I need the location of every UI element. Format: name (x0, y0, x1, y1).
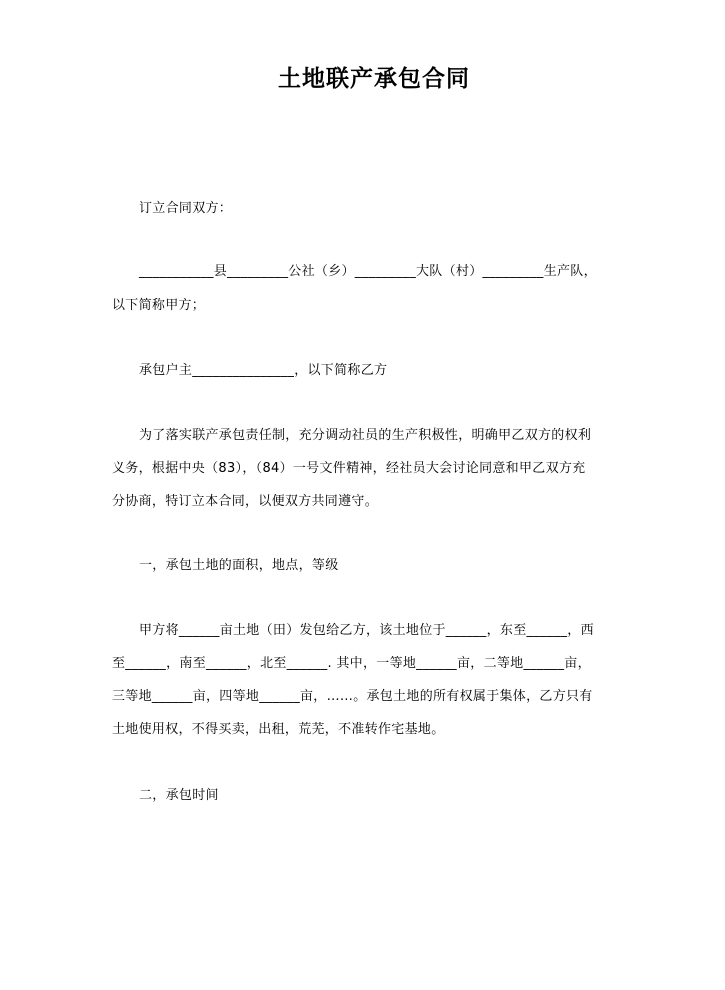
section-1-line-2: 至______，南至______，北至______. 其中，一等地______亩，二等地______亩， (112, 656, 591, 671)
preamble-line-1: 为了落实联产承包责任制，充分调动社员的生产积极性，明确甲乙双方的权利 (139, 428, 592, 443)
section-1-line-3: 三等地______亩，四等地______亩，……。承包土地的所有权属于集体，乙方只有 (112, 689, 593, 704)
preamble-line-3: 分协商，特订立本合同，以便双方共同遵守。 (112, 494, 379, 509)
section-1-heading: 一，承包土地的面积，地点，等级 (139, 558, 339, 573)
section-2-heading: 二，承包时间 (139, 788, 219, 803)
section-1-line-1: 甲方将______亩土地（田）发包给乙方，该土地位于______，东至______，西 (139, 623, 594, 638)
preamble-line-2: 义务，根据中央（83），（84）一号文件精神，经社员大会讨论同意和甲乙双方充 (112, 461, 586, 476)
document-title: 土地联产承包合同 (278, 66, 470, 92)
party-a-definition: 以下简称甲方； (112, 298, 206, 313)
party-b-line: 承包户主_______________，以下简称乙方 (139, 363, 388, 378)
section-1-line-4: 土地使用权，不得买卖，出租，荒芜，不准转作宅基地。 (112, 722, 445, 737)
parties-heading: 订立合同双方： (139, 201, 233, 216)
party-a-address-line: ___________县_________公社（乡）_________大队（村）_________生产队， (139, 264, 597, 279)
